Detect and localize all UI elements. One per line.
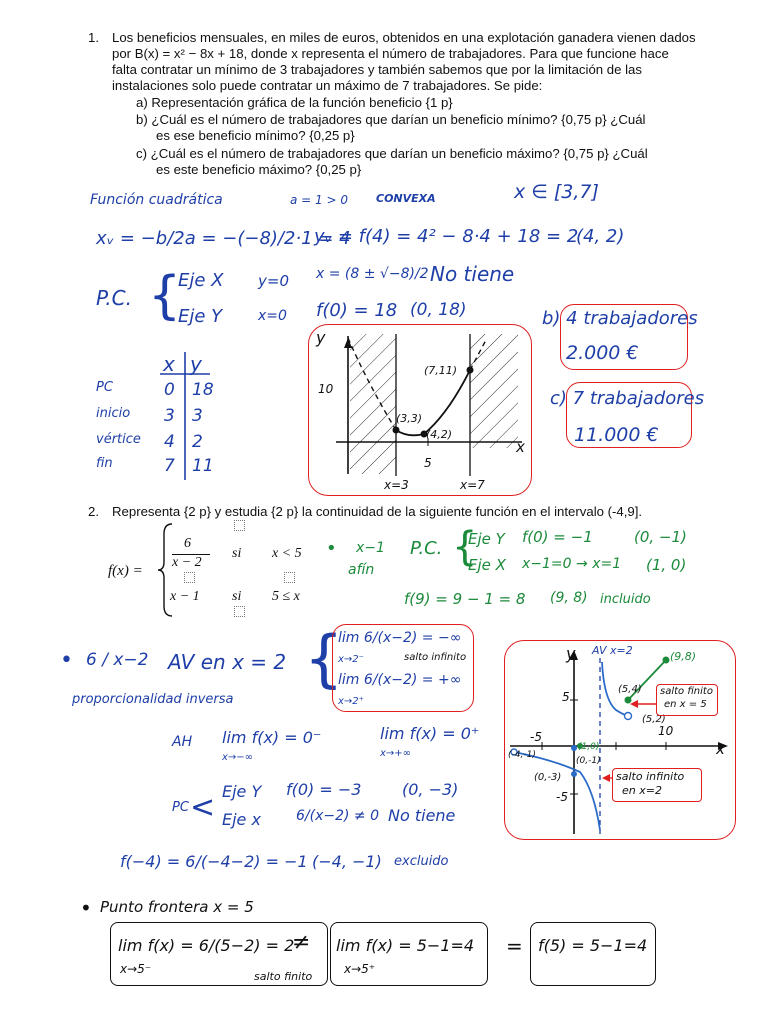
graph-2-x-label: x	[716, 740, 725, 758]
hw-eje-y-3: Eje Y	[222, 782, 262, 801]
hw-brace-3: {	[304, 622, 344, 695]
hw-no-tiene-1: No tiene	[430, 262, 515, 286]
graph-2-point-m4-m1: (-4,-1)	[508, 750, 536, 760]
table-row-x: 4	[164, 432, 175, 452]
hw-afin: afín	[348, 562, 375, 578]
graph-1-x-3: x=3	[384, 478, 409, 492]
hw-a-positive: a = 1 > 0	[290, 193, 348, 207]
table-row-y: 3	[192, 406, 203, 426]
graph-2-tick-minus-5-y: -5	[556, 790, 568, 804]
hw-vertex-x: xᵥ = −b/2a = −(−8)/2·1 = 4	[96, 228, 351, 249]
graph-1	[308, 324, 532, 496]
piecewise-fx: f(x) =	[108, 563, 143, 579]
table-row-y: 18	[192, 380, 214, 400]
graph-1-x-7: x=7	[460, 478, 485, 492]
graph-2-point-0-m3: (0,-3)	[534, 772, 562, 783]
graph-2-salto-finito-2: en x = 5	[664, 699, 707, 710]
hw-salto-finito: salto finito	[254, 970, 313, 983]
hw-vertex-point: (4, 2)	[576, 226, 625, 247]
hw-y-zero: y=0	[258, 272, 289, 290]
hw-incluido: incluido	[600, 592, 651, 607]
graph-2-y-label: y	[566, 644, 576, 663]
hw-limit-right-sub: x→2⁺	[338, 696, 364, 707]
placeholder-box	[234, 606, 245, 617]
problem-1-line-4: instalaciones solo puede contratar un máximo de 7 trabajadores. Se pide:	[112, 78, 543, 93]
hw-point-0-m3: (0, −3)	[402, 780, 459, 799]
graph-2-salto-infinito-2: en x=2	[622, 784, 662, 797]
hw-x-equals-1: x−1=0 → x=1	[522, 556, 622, 572]
hw-neq-sign: ≠	[292, 930, 311, 955]
graph-1-point-3-3: (3,3)	[396, 412, 423, 425]
piece-1-si: si	[232, 546, 242, 561]
hw-eje-x-2: Eje X	[468, 556, 506, 574]
table-row-y: 11	[192, 456, 214, 476]
hw-pc-2: P.C.	[410, 538, 443, 559]
graph-1-tick-10: 10	[318, 382, 334, 396]
graph-2-salto-infinito-1: salto infinito	[616, 770, 685, 783]
hw-6-over-x-2: 6 / x−2	[86, 650, 149, 670]
placeholder-box	[284, 572, 295, 583]
hw-bullet-3: •	[80, 896, 92, 920]
hw-equals: =	[506, 934, 523, 958]
problem-1-number: 1.	[88, 30, 99, 45]
hw-answer-c-2: 11.000 €	[574, 424, 659, 446]
hw-brace-1: {	[148, 266, 182, 326]
hw-lim-minus-inf-sub: x→−∞	[222, 752, 254, 763]
hw-f-minus-4: f(−4) = 6/(−4−2) = −1	[120, 852, 308, 871]
hw-funcion-cuadratica: Función cuadrática	[90, 192, 223, 208]
hw-vertex-y: yᵥ = f(4) = 4² − 8·4 + 18 = 2	[314, 226, 579, 247]
problem-1-part-b-1: b) ¿Cuál es el número de trabajadores que darían un beneficio mínimo? {0,75 p} ¿Cuál	[136, 112, 646, 127]
graph-2-point-0-m1: (0,-1)	[576, 756, 601, 766]
hw-x-minus-1: x−1	[356, 540, 385, 556]
hw-pc-3: PC	[172, 800, 189, 815]
hw-salto-infinito: salto infinito	[404, 652, 467, 663]
hw-x-zero: x=0	[258, 308, 287, 324]
table-row-label: vértice	[96, 432, 141, 447]
hw-f0-minus-3: f(0) = −3	[286, 780, 362, 799]
hw-lim-5-right-sub: x→5⁺	[344, 962, 376, 976]
table-row-label: fin	[96, 456, 113, 471]
problem-1-line-2: por B(x) = x² − 8x + 18, donde x representa el número de trabajadores. Para que funcione hace	[112, 46, 669, 61]
hw-lim-plus-inf-sub: x→+∞	[380, 748, 412, 759]
hw-point-m4-m1: (−4, −1)	[312, 852, 382, 871]
graph-1-tick-5: 5	[424, 456, 432, 470]
placeholder-box	[184, 572, 195, 583]
hw-point-0-m1: (0, −1)	[634, 528, 687, 546]
graph-2-tick-5: 5	[562, 690, 570, 704]
hw-convexa: CONVEXA	[376, 192, 436, 205]
hw-limit-left: lim 6/(x−2) = −∞	[338, 630, 462, 646]
hw-bullet: •	[326, 538, 337, 559]
hw-eje-x-3: Eje x	[222, 810, 261, 829]
hw-ah: AH	[172, 734, 193, 750]
graph-1-point-4-2: (4,2)	[426, 428, 453, 441]
hw-f5: f(5) = 5−1=4	[538, 936, 648, 955]
hw-answer-b-2: 2.000 €	[566, 342, 639, 364]
hw-eje-y-2: Eje Y	[468, 530, 505, 548]
hw-lim-5-left-sub: x→5⁻	[120, 962, 152, 976]
hw-eje-y: Eje Y	[178, 306, 223, 327]
hw-bullet-2: •	[60, 648, 73, 673]
graph-2-point-9-8: (9,8)	[670, 650, 697, 663]
graph-2-av-label: AV x=2	[592, 644, 633, 657]
hw-f9: f(9) = 9 − 1 = 8	[404, 590, 526, 608]
table-row-label: PC	[96, 380, 113, 395]
piece-1-condition: x < 5	[272, 546, 302, 561]
piece-2-si: si	[232, 589, 242, 604]
problem-1-part-a: a) Representación gráfica de la función beneficio {1 p}	[136, 95, 453, 110]
graph-2-salto-finito-1: salto finito	[660, 686, 713, 697]
problem-1-line-1: Los beneficios mensuales, en miles de euros, obtenidos en una explotación ganadera vienen dados	[112, 30, 696, 45]
graph-2-point-1-0: (1,0)	[578, 742, 600, 752]
graph-2-tick-10: 10	[658, 724, 674, 738]
hw-no-tiene-2: No tiene	[388, 806, 456, 825]
graph-2-point-5-4: (5,4)	[618, 684, 642, 695]
hw-table-y-header: y	[190, 352, 202, 376]
hw-answer-b-1: b) 4 trabajadores	[542, 308, 698, 329]
piece-1-numerator: 6	[184, 536, 191, 551]
hw-av-x-2: AV en x = 2	[168, 650, 287, 674]
hw-x-solution: x = (8 ± √−8)/2	[316, 266, 429, 282]
hw-limit-right: lim 6/(x−2) = +∞	[338, 672, 462, 688]
problem-2-text: Representa {2 p} y estudia {2 p} la continuidad de la siguiente función en el intervalo (-4,9].	[112, 504, 643, 519]
hw-excluido: excluido	[394, 854, 449, 869]
graph-1-y-label: y	[316, 328, 326, 347]
piece-1-denominator: x − 2	[172, 555, 202, 570]
hw-f0-minus1: f(0) = −1	[522, 528, 593, 546]
hw-point-0-18: (0, 18)	[410, 300, 467, 320]
placeholder-box	[234, 520, 245, 531]
problem-2-number: 2.	[88, 504, 99, 519]
hw-punto-frontera: Punto frontera x = 5	[100, 898, 254, 916]
table-row-x: 0	[164, 380, 175, 400]
graph-1-x-label: x	[516, 438, 525, 456]
hw-eje-x: Eje X	[178, 270, 224, 291]
problem-1-part-c-1: c) ¿Cuál es el número de trabajadores que darían un beneficio máximo? {0,75 p} ¿Cuál	[136, 146, 648, 161]
hw-table-x-header: x	[163, 352, 175, 376]
hw-neq-zero: 6/(x−2) ≠ 0	[296, 808, 380, 824]
graph-2-tick-minus-5: -5	[530, 730, 542, 744]
hw-angle-3: <	[190, 790, 216, 825]
hw-answer-c-1: c) 7 trabajadores	[550, 388, 705, 409]
graph-2-point-5-2: (5,2)	[642, 714, 666, 725]
graph-1-point-7-11: (7,11)	[424, 364, 458, 377]
hw-brace-2: {	[452, 524, 478, 570]
hw-domain: x ∈ [3,7]	[514, 181, 599, 203]
hw-point-1-0: (1, 0)	[646, 556, 687, 574]
problem-1-part-b-2: es ese beneficio mínimo? {0,25 p}	[156, 128, 355, 143]
hw-lim-minus-inf: lim f(x) = 0⁻	[222, 728, 322, 747]
table-row-x: 3	[164, 406, 175, 426]
hw-lim-5-right: lim f(x) = 5−1=4	[336, 936, 475, 955]
hw-lim-plus-inf: lim f(x) = 0⁺	[380, 724, 480, 743]
hw-proporcionalidad: proporcionalidad inversa	[72, 692, 234, 707]
hw-f0-18: f(0) = 18	[316, 300, 398, 321]
piece-2-condition: 5 ≤ x	[272, 589, 300, 604]
table-row-x: 7	[164, 456, 175, 476]
table-row-label: inicio	[96, 406, 131, 421]
table-row-y: 2	[192, 432, 203, 452]
piece-2-expr: x − 1	[170, 589, 200, 604]
problem-1-part-c-2: es este beneficio máximo? {0,25 p}	[156, 162, 362, 177]
hw-limit-left-sub: x→2⁻	[338, 654, 364, 665]
problem-1-line-3: falta contratar un mínimo de 3 trabajadores y también sabemos que por la limitación de las	[112, 62, 642, 77]
hw-point-9-8: (9, 8)	[550, 590, 588, 606]
hw-pc-label: P.C.	[96, 286, 132, 310]
hw-lim-5-left: lim f(x) = 6/(5−2) = 2	[118, 936, 295, 955]
